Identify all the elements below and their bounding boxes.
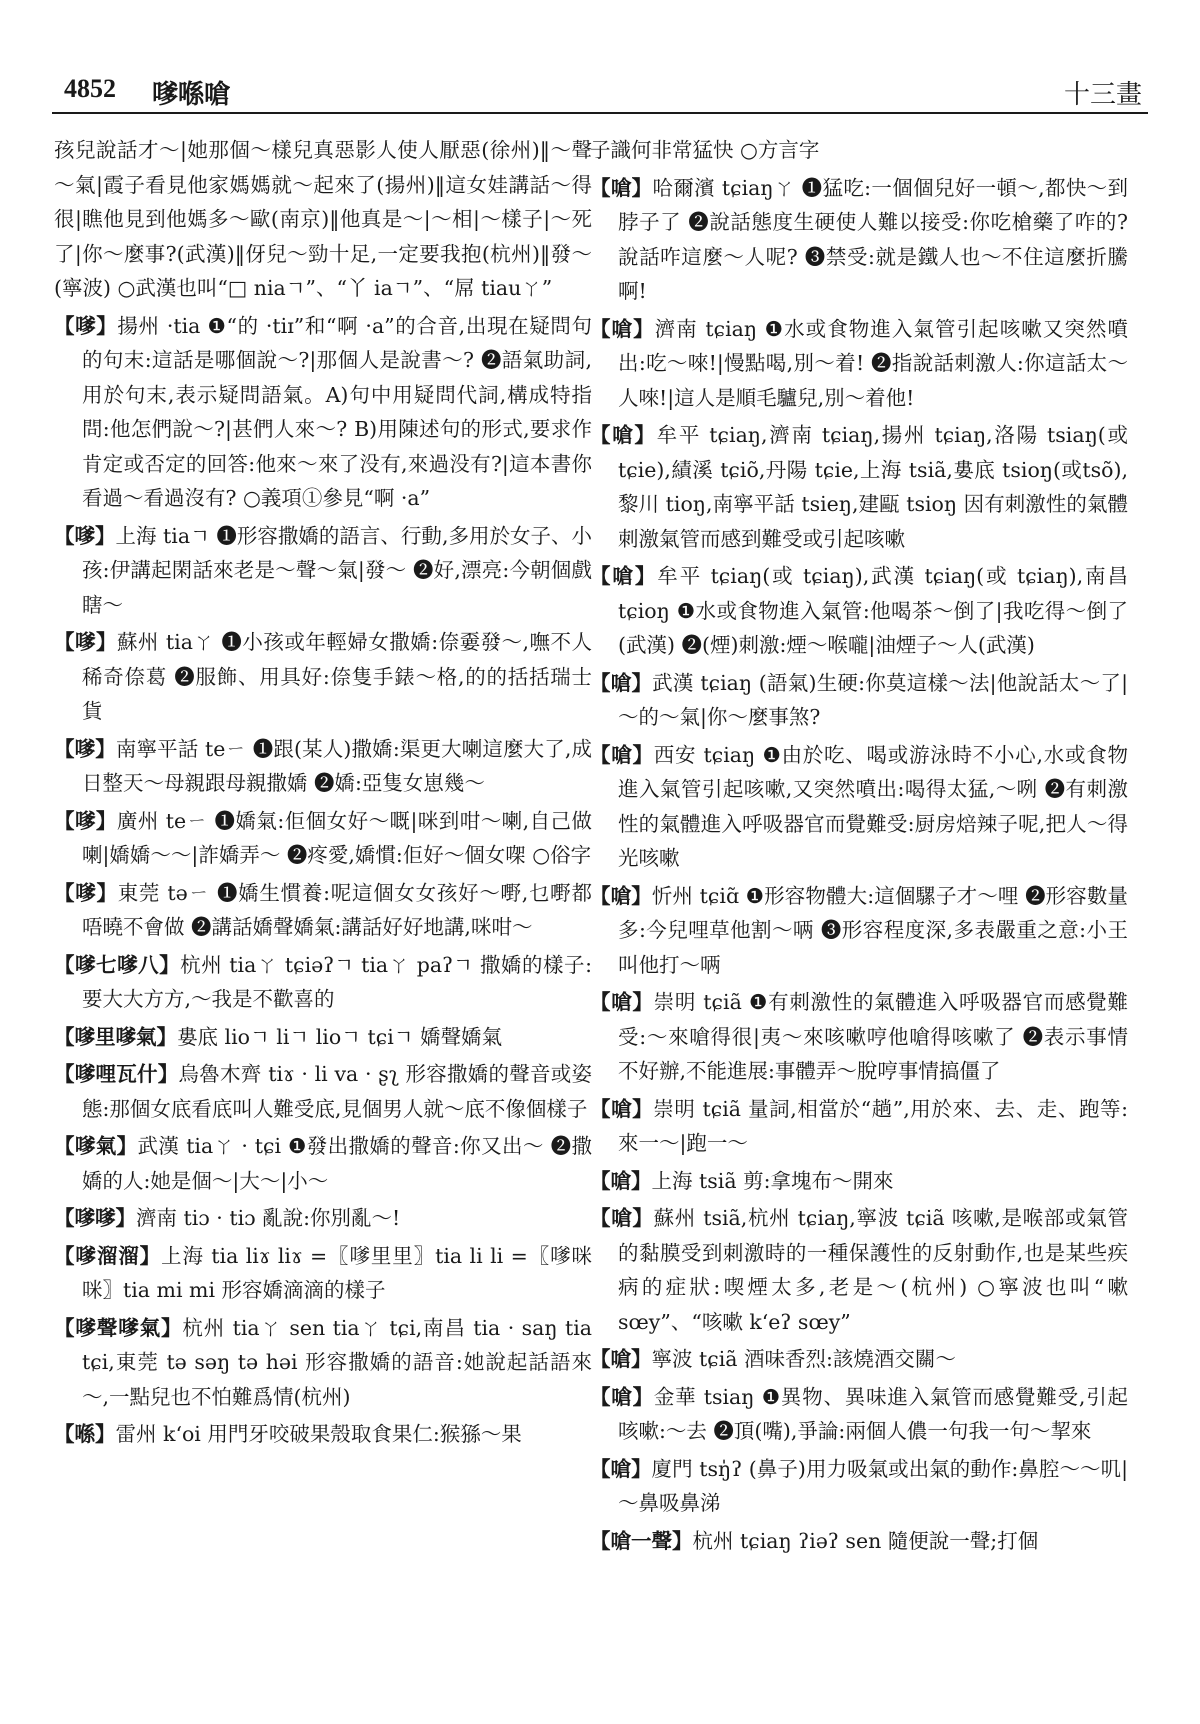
entry-body: 上海 tia liɤ liɤ =〖嗲里里〗tia li li =〖嗲咪咪〗tia mi mi 形容嬌滴滴的樣子 <box>82 1243 592 1302</box>
left-column <box>54 133 592 1713</box>
entry-headword: 【嗲聲嗲氣】 <box>54 1315 183 1340</box>
dictionary-entry <box>590 171 1128 309</box>
dictionary-entry <box>54 876 592 945</box>
dictionary-entry <box>590 1092 1128 1161</box>
entry-headword: 【嗲】 <box>54 313 118 338</box>
entry-body: 蘇州 tiaㄚ ❶小孩或年輕婦女撒嬌:倷嫑發～,嘸不人稀奇倷葛 ❷服飾、用具好:倷隻手錶～格,的的括括瑞士貨 <box>82 630 592 723</box>
right-column <box>590 133 1128 1713</box>
entry-headword: 【嗲溜溜】 <box>54 1243 162 1268</box>
entry-body: 上海 tsiã 剪:拿塊布～開來 <box>651 1168 894 1193</box>
entry-body: 濟南 tiɔ · tiɔ 亂說:你別亂～! <box>136 1206 401 1230</box>
dictionary-entry <box>590 985 1128 1089</box>
entry-headword: 【嗆】 <box>590 990 654 1014</box>
entry-headword: 【嗲】 <box>54 808 117 833</box>
entry-body: 東莞 təㄧ ❶嬌生慣養:呢這個女女孩好～嘢,乜嘢都唔曉不會做 ❷講話嬌聲嬌氣:講話好好地講,咪咁～ <box>82 880 592 939</box>
entry-body: 崇明 tɕiã 量詞,相當於“趟”,用於來、去、走、跑等:來一～|跑一～ <box>618 1096 1128 1155</box>
entry-headword: 【嗲嗲】 <box>54 1206 136 1230</box>
entry-headword: 【嗆】 <box>590 564 658 588</box>
entry-body: 廈門 tsŋ̍ʔ (鼻子)用力吸氣或出氣的動作:鼻腔～～叽|～鼻吸鼻涕 <box>618 1456 1128 1515</box>
entry-headword: 【嗆】 <box>590 1384 654 1409</box>
entry-headword: 【嗆】 <box>590 1096 654 1121</box>
dictionary-entry <box>590 559 1128 663</box>
entry-body: 武漢 tɕiaŋ (語氣)生硬:你莫這樣～法|他說話太～了|～的～氣|你～麼事煞? <box>618 670 1128 729</box>
dictionary-entry <box>54 1417 592 1452</box>
entry-headword: 【嗆】 <box>590 1456 652 1481</box>
entry-headword: 【嗆】 <box>590 670 653 695</box>
entry-body: 婁底 lioㄱ liㄱ lioㄱ tɕiㄱ 嬌聲嬌氣 <box>177 1024 503 1049</box>
dictionary-entry <box>590 418 1128 556</box>
dictionary-entry <box>54 519 592 623</box>
entry-headword: 【嗲七嗲八】 <box>54 952 181 977</box>
dictionary-entry <box>54 133 592 306</box>
entry-headword: 【嗆】 <box>590 742 654 767</box>
entry-body: 崇明 tɕiã ❶有刺激性的氣體進入呼吸器官而感覺難受:～來嗆得很|夷～來咳嗽哼他嗆得咳嗽了 ❷表示事情不好辦,不能進展:事體弄～脫哼事情搞僵了 <box>618 990 1128 1083</box>
entry-body: 杭州 tiaㄚ sen tiaㄚ tɕi,南昌 tia · saŋ tia tɕi,東莞 tə səŋ tə həi 形容撒嬌的語音:她說起話語來～,一點兒也不怕難爲情(杭州) <box>82 1315 592 1409</box>
dictionary-entry <box>590 1342 1128 1377</box>
entry-body: 南寧平話 teㄧ ❶跟(某人)撒嬌:渠更大喇這麼大了,成日整天～母親跟母親撒嬌 ❷嬌:亞隻女崽幾～ <box>82 736 592 795</box>
entry-body: 烏魯木齊 tiɤ · li va · ʂʅ 形容撒嬌的聲音或姿態:那個女底看底叫人難受底,見個男人就～底不像個樣子 <box>82 1062 592 1121</box>
entry-body: 西安 tɕiaŋ ❶由於吃、喝或游泳時不小心,水或食物進入氣管引起咳嗽,又突然噴出:喝得太猛,～咧 ❷有刺激性的氣體進入呼吸器官而覺難受:厨房焙辣子呢,把人～得光咳嗽 <box>618 742 1128 870</box>
entry-headword: 【嗆】 <box>590 1206 654 1230</box>
entry-headword: 【嗲】 <box>54 523 116 548</box>
entry-body: 寧波 tɕiã 酒味香烈:該燒酒交關～ <box>651 1347 956 1371</box>
entry-headword: 【嗲哩瓦什】 <box>54 1062 179 1086</box>
entry-body: 廣州 teㄧ ❶嬌氣:佢個女好～嘅|咪到咁～喇,自己做喇|嬌嬌～～|詐嬌弄～ ❷疼愛,嬌慣:佢好～個女㗎 ○俗字 <box>82 808 592 867</box>
entry-body: 哈爾濱 tɕiaŋㄚ ❶猛吃:一個個兒好一頓～,都快～到脖子了 ❷說話態度生硬使人難以接受:你吃槍藥了咋的?說話咋這麼～人呢? ❸禁受:就是鐵人也～不住這麼折騰啊! <box>618 175 1128 303</box>
dictionary-entry <box>590 133 1128 168</box>
page-number: 4852 <box>64 74 116 103</box>
dictionary-entry <box>54 1057 592 1126</box>
dictionary-entry <box>590 879 1128 983</box>
dictionary-entry <box>54 804 592 873</box>
stroke-count-section: 十三畫 <box>1063 80 1142 110</box>
entry-headword: 【嗲】 <box>54 736 116 761</box>
dictionary-entry <box>54 1311 592 1415</box>
running-head: 嗲喺嗆 <box>152 80 231 110</box>
entry-body: 金華 tsiaŋ ❶異物、異味進入氣管而感覺難受,引起咳嗽:～去 ❷頂(嘴),爭論:兩個人儂一句我一句～挈來 <box>618 1384 1128 1443</box>
entry-headword: 【嗲】 <box>54 880 118 905</box>
dictionary-entry <box>590 1380 1128 1449</box>
entry-headword: 【喺】 <box>54 1422 116 1446</box>
entry-headword: 【嗆】 <box>590 1347 652 1371</box>
dictionary-entry <box>54 625 592 729</box>
entry-body: 武漢 tiaㄚ · tɕi ❶發出撒嬌的聲音:你又出～ ❷撒嬌的人:她是個～|大～|小～ <box>82 1134 592 1193</box>
dictionary-entry <box>590 738 1128 876</box>
entry-headword: 【嗆】 <box>590 423 657 447</box>
page-header <box>52 72 1148 114</box>
entry-body: 雷州 kʻoi 用門牙咬破果殼取食果仁:猴猻～果 <box>115 1422 522 1446</box>
entry-body: 子識何非常猛快 ○方言字 <box>590 138 820 162</box>
entry-body: 牟平 tɕiaŋ(或 tɕiaŋ),武漢 tɕiaŋ(或 tɕiaŋ),南昌 tɕioŋ ❶水或食物進入氣管:他喝茶～倒了|我吃得～倒了(武漢) ❷(煙)刺激:煙～喉嚨|油煙子～人(武漢) <box>618 564 1128 657</box>
entry-body: 杭州 tiaㄚ tɕiəʔㄱ tiaㄚ paʔㄱ 撒嬌的樣子:要大大方方,～我是不歡喜的 <box>82 952 592 1011</box>
dictionary-entry <box>590 1201 1128 1339</box>
entry-body: 濟南 tɕiaŋ ❶水或食物進入氣管引起咳嗽又突然噴出:吃～唻!|慢點喝,別～着! ❷指說話刺激人:你這話太～人唻!|這人是順毛驢兒,別～着他! <box>618 316 1128 410</box>
dictionary-entry <box>54 1129 592 1198</box>
dictionary-entry <box>590 1524 1128 1559</box>
entry-headword: 【嗲里嗲氣】 <box>54 1024 177 1049</box>
dictionary-entry <box>54 1201 592 1236</box>
dictionary-entry <box>54 1239 592 1308</box>
entry-headword: 【嗆】 <box>590 316 655 341</box>
entry-body: 上海 tiaㄱ ❶形容撒嬌的語言、行動,多用於女子、小孩:伊講起閑話來老是～聲～氣|發～ ❷好,漂亮:今朝個戲瞎～ <box>82 523 592 617</box>
entry-body: 蘇州 tsiã,杭州 tɕiaŋ,寧波 tɕiã 咳嗽,是喉部或氣管的黏膜受到刺激時的一種保護性的反射動作,也是某些疾病的症狀:喫煙太多,老是～(杭州) ○寧波也叫“嗽 sœy”、“咳嗽 kʻeʔ sœy” <box>618 1206 1128 1334</box>
dictionary-entry <box>54 309 592 516</box>
dictionary-entry <box>590 312 1128 416</box>
entry-headword: 【嗆】 <box>590 175 653 200</box>
dictionary-entry <box>590 666 1128 735</box>
entry-body: 揚州 ·tia ❶“的 ·tiɪ”和“啊 ·a”的合音,出現在疑問句的句末:這話是哪個說～?|那個人是說書～? ❷語氣助詞,用於句末,表示疑問語氣。A)句中用疑問代詞,構成特指問:他怎們說～?|甚們人來～? B)用陳述句的形式,要求作肯定或否定的回答:他來～來了没有,來過没有?|這本書你看過～看過沒有? ○義項①參見“啊 ·a” <box>82 313 592 510</box>
entry-headword: 【嗆】 <box>590 883 652 908</box>
dictionary-entry <box>590 1164 1128 1199</box>
dictionary-entry <box>590 1452 1128 1521</box>
entry-headword: 【嗲氣】 <box>54 1134 138 1158</box>
entry-body: 孩兒說話才～|她那個～樣兒真惡影人使人厭惡(徐州)‖～聲～氣|霞子看見他家媽媽就～起來了(揚州)‖這女娃講話～得很|瞧他見到他媽多～歐(南京)‖他真是～|～相|～樣子|～死了|你～麼事?(武漢)‖伢兒～勁十足,一定要我抱(杭州)‖發～(寧波) ○武漢也叫“□ niaㄱ”、“丫 iaㄱ”、“屌 tiauㄚ” <box>54 138 592 300</box>
entry-body: 忻州 tɕiɑ̃ ❶形容物體大:這個騾子才～哩 ❷形容數量多:今兒哩草他割～唡 ❸形容程度深,多表嚴重之意:小王叫他打～唡 <box>618 883 1128 977</box>
entry-body: 牟平 tɕiaŋ,濟南 tɕiaŋ,揚州 tɕiaŋ,洛陽 tsiaŋ(或tɕie),績溪 tɕiõ,丹陽 tɕie,上海 tsiã,婁底 tsioŋ(或tsõ),黎川 tioŋ,南寧平話 tsieŋ,建甌 tsioŋ 因有刺激性的氣體刺激氣管而感到難受或引起咳嗽 <box>618 423 1128 551</box>
entry-headword: 【嗆】 <box>590 1168 652 1193</box>
dictionary-entry <box>54 1020 592 1055</box>
entry-body: 杭州 tɕiaŋ ʔiəʔ sen 隨便說一聲;打個 <box>692 1528 1039 1553</box>
dictionary-entry <box>54 732 592 801</box>
entry-headword: 【嗲】 <box>54 630 117 654</box>
dictionary-entry <box>54 948 592 1017</box>
entry-headword: 【嗆一聲】 <box>590 1528 693 1553</box>
